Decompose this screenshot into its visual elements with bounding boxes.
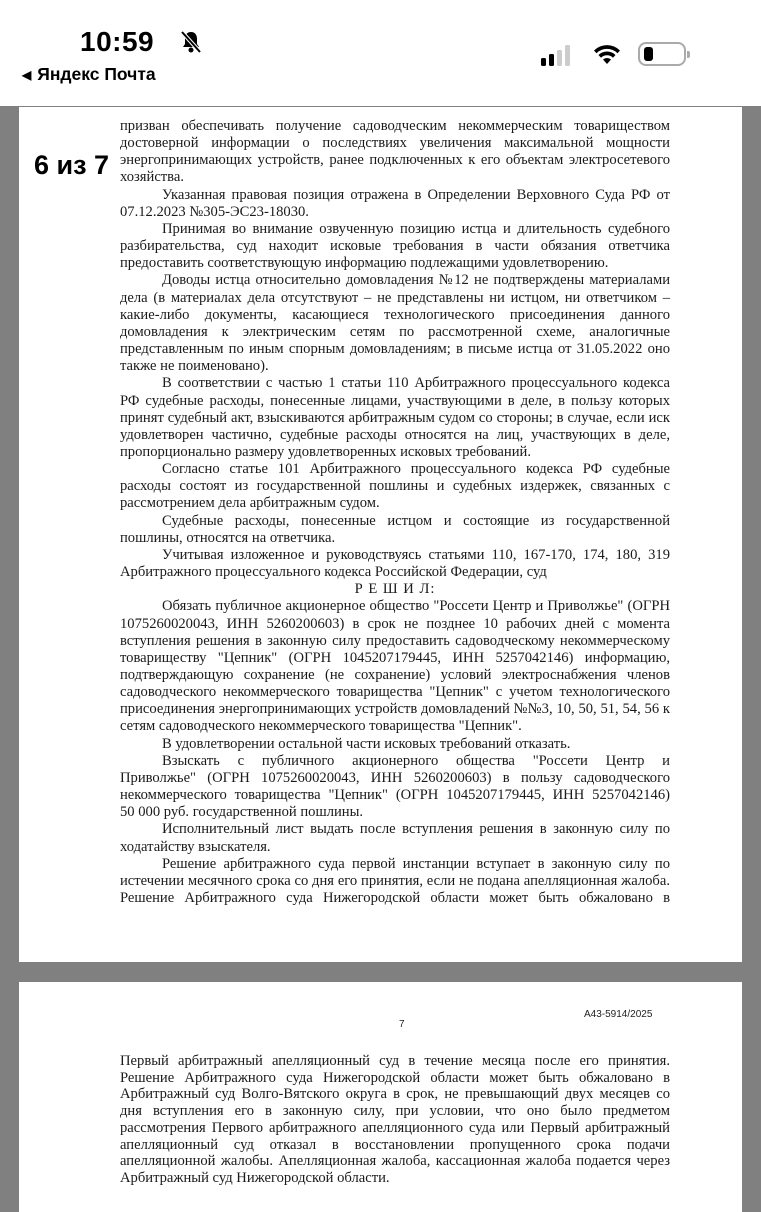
text-line: товариществу "Цепник" (ОГРН 1045207179445, ИНН 5257042146) информацию,: [120, 649, 670, 666]
text-line: садоводческого некоммерческого товарищества "Цепник" с учетом технологического: [120, 684, 670, 701]
text-line: подтверждающую сохранение (не сохранение) условий электроснабжения членов: [120, 667, 670, 683]
text-line: призван обеспечивать получение садоводческим некоммерческим товариществом: [120, 118, 670, 134]
page-number: 7: [399, 1019, 405, 1030]
paragraph: [120, 547, 670, 581]
page-indicator: 6 из 7: [34, 150, 110, 180]
text-line: Принимая во внимание озвученную позицию истца и длительность судебного: [162, 220, 670, 237]
text-line: какие-либо документы, касающиеся технологического присоединения данного: [120, 306, 670, 323]
cut-off-line: [120, 109, 670, 118]
text-line: принят судебный акт, взыскиваются арбитражным судом со стороны; в случае, если иск: [120, 409, 670, 426]
text-line: 1075260020043, ИНН 5260200603) в срок не позднее 10 рабочих дней с момента: [120, 615, 670, 632]
paragraph: [120, 187, 670, 221]
document-page-7: [19, 982, 742, 1212]
case-number: А43-5914/2025: [584, 1009, 653, 1020]
text-line: удовлетворен частично, судебные расходы относятся на лиц, участвующих в деле,: [120, 426, 670, 443]
text-line: В удовлетворении остальной части исковых требований отказать.: [162, 735, 571, 752]
text-line: Решение Арбитражного суда Нижегородской области может быть обжаловано в: [120, 890, 670, 907]
paragraph: [120, 513, 670, 547]
paragraph: [120, 736, 670, 753]
paragraph: [120, 821, 670, 855]
battery-icon: [638, 42, 686, 66]
text-line: разбирательства, суд находит исковые требования в части обязания ответчика: [120, 238, 670, 255]
text-line: Первый арбитражный апелляционный суд в течение месяца после его принятия.: [120, 1053, 670, 1069]
text-line: представленным по иным спорным домовладениям; в письме истца от 31.05.2022 оно: [120, 341, 670, 358]
text-line: ходатайству взыскателя.: [120, 838, 271, 855]
text-line: домовладения к электрическим сетям по рассмотренной схеме, аналогичные: [120, 323, 670, 340]
wifi-icon: [591, 42, 623, 71]
text-line: сетям садоводческого некоммерческого товарищества "Цепник".: [120, 718, 522, 735]
text-line: Судебные расходы, понесенные истцом и состоящие из государственной: [162, 512, 670, 529]
text-line: вступления решения в законную силу предоставить садоводческому некоммерческому: [120, 632, 670, 649]
text-line: Приволжье" (ОГРН 1075260020043, ИНН 5260200603) в пользу садоводческого: [120, 769, 670, 786]
back-label: Яндекс Почта: [37, 64, 156, 84]
text-line: также не поименовано).: [120, 358, 269, 375]
text-line: Указанная правовая позиция отражена в Определении Верховного Суда РФ от: [162, 186, 670, 203]
paragraph: [120, 1053, 670, 1187]
text-line: 50 000 руб. государственной пошлины.: [120, 804, 364, 821]
text-line: апелляционной жалобы. Апелляционная жалоба, кассационная жалоба подается через: [120, 1153, 670, 1170]
text-line: Решение Арбитражного суда Нижегородской области может быть обжаловано в: [120, 1069, 670, 1086]
text-line: достоверной информации о последствиях увеличения максимальной мощности: [120, 135, 670, 152]
paragraph: [120, 375, 670, 461]
back-to-yandex-mail-button[interactable]: [22, 64, 156, 85]
bell-slash-icon: [180, 30, 202, 59]
text-line: Р Е Ш И Л:: [354, 581, 436, 598]
paragraph: [120, 272, 670, 375]
text-line: апелляционный суд отказал в восстановлении пропущенного срока подачи: [120, 1136, 670, 1153]
paragraph: [120, 118, 670, 187]
text-line: дела (в материалах дела отсутствуют – не представлены ни истцом, ни ответчиком –: [120, 289, 670, 306]
text-line: Доводы истца относительно домовладения №12 не подтверждены материалами: [162, 272, 670, 289]
page-text: [120, 109, 670, 907]
text-line: рассмотрением дела арбитражным судом.: [120, 495, 380, 512]
text-line: Исполнительный лист выдать после вступления решения в законную силу по: [162, 821, 670, 838]
text-line: предоставить соответствующую информацию подлежащими удовлетворению.: [120, 255, 609, 272]
text-line: Арбитражного процессуального кодекса Российской Федерации, суд: [120, 564, 547, 581]
text-line: пропорционально размеру удовлетворенных исковых требований.: [120, 443, 531, 460]
paragraph: [120, 461, 670, 512]
text-line: В соответствии с частью 1 статьи 110 Арбитражного процессуального кодекса: [162, 375, 670, 392]
text-line: энергопринимающих устройств, ранее подключенных к его объектам электросетевого: [120, 152, 670, 169]
clock: 10:59: [80, 26, 155, 57]
text-line: присоединения энергопринимающих устройств домовладений №№3, 10, 50, 51, 54, 56 к: [120, 701, 670, 718]
status-bar: [0, 0, 761, 106]
text-line: некоммерческого товарищества "Цепник" (ОГРН 1045207179445, ИНН 5257042146): [120, 787, 670, 804]
text-line: РФ судебные расходы, понесенные лицами, участвующими в деле, в пользу которых: [120, 392, 670, 409]
text-line: Взыскать с публичного акционерного общества "Россети Центр и: [162, 752, 670, 769]
text-line: дня вступления его в законную силу, при условии, что оно было предметом: [120, 1103, 670, 1120]
text-line: расходы состоят из государственной пошлины и судебных издержек, связанных с: [120, 478, 670, 495]
text-line: 07.12.2023 №305-ЭС23-18030.: [120, 203, 309, 220]
text-line: пошлины, относятся на ответчика.: [120, 529, 336, 546]
paragraph: [120, 856, 670, 907]
text-line: рассмотрения Первого арбитражного апелляционного суда или Первый арбитражный: [120, 1119, 670, 1136]
text-line: Обязать публичное акционерное общество "Россети Центр и Приволжье" (ОГРН: [162, 598, 670, 615]
back-arrow-icon: ◀: [22, 67, 32, 82]
paragraph: [120, 598, 670, 735]
paragraph: [120, 221, 670, 272]
cellular-signal-icon: [541, 44, 570, 66]
text-line: Арбитражный суд Волго-Вятского округа в срок, не превышающий двух месяцев со: [120, 1086, 670, 1103]
document-page-6: [19, 107, 742, 962]
text-line: Арбитражный суд Нижегородской области.: [120, 1169, 390, 1186]
paragraph: [120, 753, 670, 822]
text-line: Решение арбитражного суда первой инстанции вступает в законную силу по: [162, 855, 670, 872]
decision-heading: [120, 581, 670, 598]
text-line: хозяйства.: [120, 169, 185, 186]
text-line: Учитывая изложенное и руководствуясь статьями 110, 167-170, 174, 180, 319: [162, 546, 670, 563]
text-line: истечении месячного срока со дня его принятия, если не подана апелляционная жалоба.: [120, 872, 670, 889]
text-line: Согласно статье 101 Арбитражного процессуального кодекса РФ судебные: [162, 461, 670, 478]
page-text: [120, 1053, 670, 1187]
